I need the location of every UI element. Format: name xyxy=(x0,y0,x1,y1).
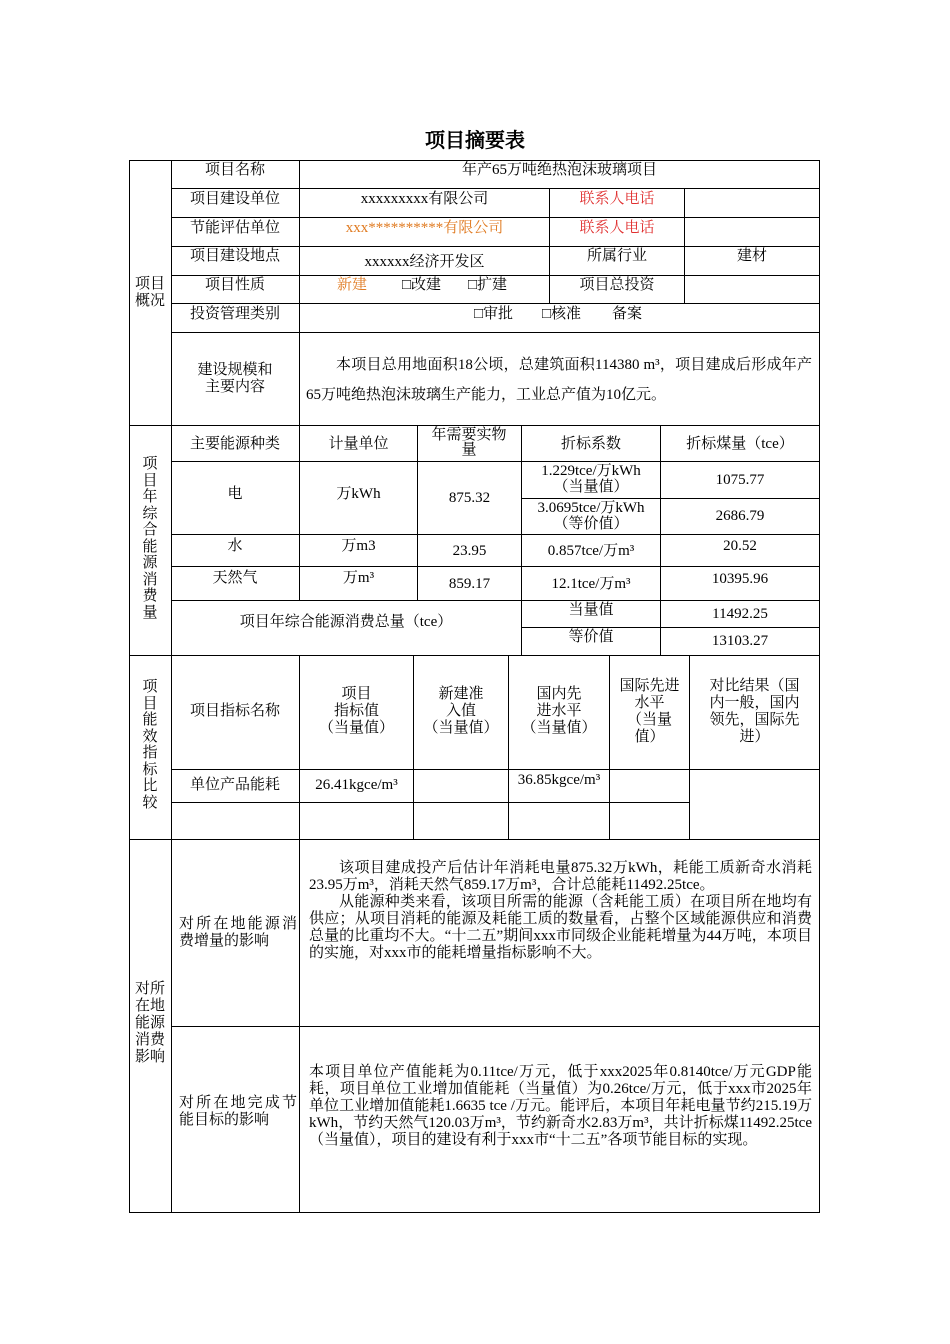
total-label: 项目年综合能源消费总量（tce） xyxy=(239,614,453,630)
mgmt-record: 备案 xyxy=(612,306,643,322)
water-unit: 万m3 xyxy=(341,538,376,554)
page-title: 项目摘要表 xyxy=(425,130,525,152)
overview-group-label: 项目概况 xyxy=(134,276,165,309)
location-value: xxxxxx经济开发区 xyxy=(364,254,485,270)
builder-label: 项目建设单位 xyxy=(189,191,280,207)
water-name: 水 xyxy=(227,538,243,554)
unit-energy-domestic: 36.85kgce/m³ xyxy=(517,772,601,788)
nature-expand-checkbox: □扩建 xyxy=(468,277,508,293)
contact-phone-label: 联系人电话 xyxy=(579,191,655,207)
nature-rebuild-checkbox: □改建 xyxy=(402,277,442,293)
energy-header-amount: 年需要实物量 xyxy=(431,427,507,458)
mgmt-verify-checkbox: □核准 xyxy=(542,306,582,322)
energy-header-unit: 计量单位 xyxy=(328,436,389,452)
water-tce: 20.52 xyxy=(723,538,757,554)
scale-label: 建设规模和 主要内容 xyxy=(197,362,273,395)
eff-header-name: 项目指标名称 xyxy=(189,703,280,719)
gas-coef: 12.1tce/万m³ xyxy=(551,576,631,592)
gas-name: 天然气 xyxy=(212,570,258,586)
eff-header-result: 对比结果（国 内一般，国内 领先，国际先 进） xyxy=(709,678,800,745)
increment-impact-label: 对所在地能源消费增量的影响 xyxy=(179,916,297,949)
unit-energy-label: 单位产品能耗 xyxy=(189,777,280,793)
target-impact-label: 对所在地完成节能目标的影响 xyxy=(179,1095,297,1128)
elec-name: 电 xyxy=(227,486,243,502)
unit-energy-value: 26.41kgce/m³ xyxy=(315,777,398,793)
gas-tce: 10395.96 xyxy=(711,571,769,587)
project-name-value: 年产65万吨绝热泡沫玻璃项目 xyxy=(461,162,657,178)
increment-impact-text: 该项目建成投产后估计年消耗电量875.32万kWh，耗能工质新奇水消耗23.95万m³，消耗天然气859.17万m³，合计总能耗11492.25tce。 从能源种类来看，该项目所需的能源（含耗能工质）在项目所在地均有供应；从项目消耗的能源及耗能工质的数量看，占整个区域能源供应和消费总量的比重均不大。“十二五”期间xxx市同级企业能耗增量为44万吨，本项目的实施，对xxx市的能耗增量指标影响不大。 xyxy=(309,860,812,961)
builder-value: xxxxxxxxx有限公司 xyxy=(360,191,489,207)
nature-label: 项目性质 xyxy=(204,277,265,293)
energy-header-coef: 折标系数 xyxy=(560,436,621,452)
elec-coef-equivalent: 1.229tce/万kWh （当量值） xyxy=(541,463,641,495)
elec-tce-price: 2686.79 xyxy=(715,508,765,524)
elec-unit: 万kWh xyxy=(336,486,381,502)
location-label: 项目建设地点 xyxy=(189,248,280,264)
impact-group-label: 对所在地能源消费影响 xyxy=(134,981,165,1065)
target-impact-text: 本项目单位产值能耗为0.11tce/万元，低于xxx2025年0.8140tce/万元GDP能耗，项目单位工业增加值能耗（当量值）为0.26tce/万元，低于xxx市2025年单位工业增加值能耗1.6635 tce /万元。能评后，本项目年耗电量节约215.19万kWh，节约天然气120.03万m³，节约新奇水2.83万m³，共计折标煤11492.25tce（当量值），项目的建设有利于xxx市“十二五”各项节能目标的实现。 xyxy=(309,1064,812,1148)
total-equivalent-value: 11492.25 xyxy=(712,606,768,622)
energy-group-label: 项目年综合能源消费量 xyxy=(142,456,158,621)
energy-header-tce: 折标煤量（tce） xyxy=(686,436,794,452)
mgmt-type-label: 投资管理类别 xyxy=(189,306,280,322)
total-price-value: 13103.27 xyxy=(711,633,769,649)
total-price-label: 等价值 xyxy=(568,629,614,645)
industry-label: 所属行业 xyxy=(586,248,647,264)
total-equivalent-label: 当量值 xyxy=(568,602,614,618)
contact-phone-label-2: 联系人电话 xyxy=(579,220,655,236)
scale-text: 本项目总用地面积18公顷，总建筑面积114380 m³，项目建成后形成年产65万吨绝热泡沫玻璃生产能力，工业总产值为10亿元。 xyxy=(306,357,812,403)
water-coef: 0.857tce/万m³ xyxy=(547,543,635,559)
elec-amount: 875.32 xyxy=(448,490,491,506)
investment-label: 项目总投资 xyxy=(579,277,655,293)
elec-tce-equivalent: 1075.77 xyxy=(715,472,765,488)
assessor-label: 节能评估单位 xyxy=(189,220,280,236)
eff-header-domestic: 国内先 进水平 （当量值） xyxy=(521,686,597,736)
mgmt-approve-checkbox: □审批 xyxy=(474,306,514,322)
gas-amount: 859.17 xyxy=(448,576,491,592)
eff-header-international: 国际先进 水平 （当量 值） xyxy=(619,678,680,745)
efficiency-group-label: 项目能效指标比较 xyxy=(142,679,158,811)
energy-header-type: 主要能源种类 xyxy=(189,436,280,452)
gas-unit: 万m³ xyxy=(342,570,375,586)
elec-coef-price: 3.0695tce/万kWh （等价值） xyxy=(537,500,645,532)
industry-value: 建材 xyxy=(736,248,767,264)
eff-header-access: 新建准 入值 （当量值） xyxy=(423,686,499,736)
eff-header-value: 项目 指标值 （当量值） xyxy=(318,686,394,736)
nature-new: 新建 xyxy=(337,277,368,293)
project-name-label: 项目名称 xyxy=(204,162,265,178)
assessor-value: xxx**********有限公司 xyxy=(345,220,504,236)
water-amount: 23.95 xyxy=(452,543,487,559)
summary-table xyxy=(129,160,820,1213)
